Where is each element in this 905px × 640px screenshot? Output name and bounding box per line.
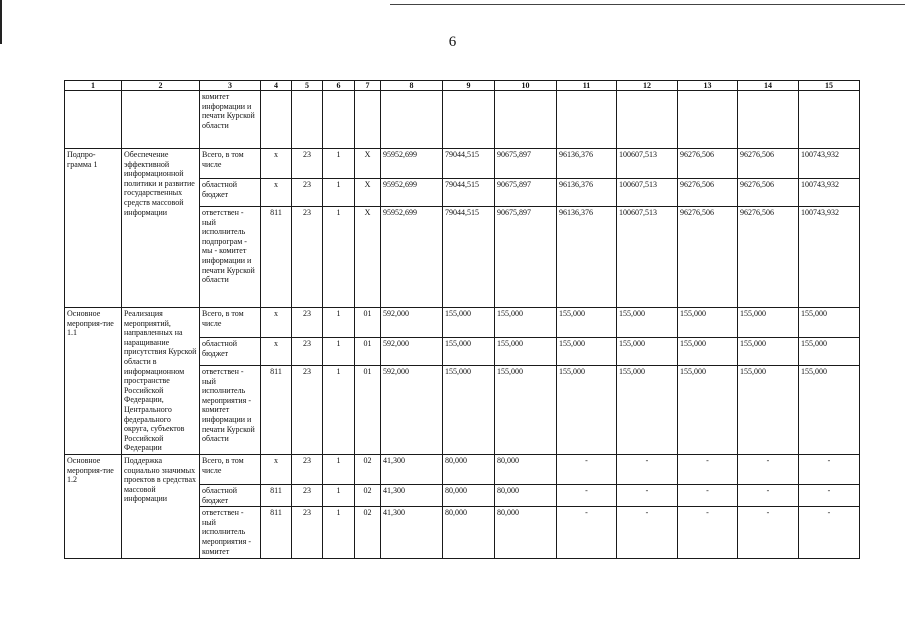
table-cell bbox=[443, 91, 495, 149]
table-cell: 96136,376 bbox=[557, 149, 617, 179]
table-cell bbox=[678, 91, 738, 149]
table-cell: 23 bbox=[292, 507, 323, 559]
table-cell: ответствен - ный исполнитель мероприятия - комитет информации и печати Курской области bbox=[200, 366, 261, 455]
page-number: 6 bbox=[448, 34, 457, 50]
table-cell bbox=[65, 91, 122, 149]
table-cell: 1 bbox=[323, 366, 355, 455]
table-cell: 155,000 bbox=[799, 366, 860, 455]
table-cell: 01 bbox=[355, 366, 381, 455]
table-cell: х bbox=[261, 179, 292, 207]
program-name-cell: Реализация мероприятий, направленных на наращивание присутствия Курской области в информационном пространстве Российской Федерации, Центрального федерального округа, субъектов Российской Федерации bbox=[122, 308, 200, 455]
table-cell: 155,000 bbox=[557, 308, 617, 338]
table-cell: 79044,515 bbox=[443, 149, 495, 179]
table-cell: - bbox=[617, 455, 678, 485]
table-cell: 155,000 bbox=[495, 308, 557, 338]
table-row bbox=[65, 455, 860, 485]
column-header-9: 9 bbox=[443, 81, 495, 91]
table-cell: - bbox=[617, 507, 678, 559]
table-cell: 155,000 bbox=[738, 308, 799, 338]
budget-table bbox=[64, 80, 860, 559]
table-cell: 1 bbox=[323, 308, 355, 338]
table-cell: 90675,897 bbox=[495, 149, 557, 179]
column-header-6: 6 bbox=[323, 81, 355, 91]
table-cell: - bbox=[738, 455, 799, 485]
table-cell: 100743,932 bbox=[799, 207, 860, 308]
table-cell bbox=[738, 91, 799, 149]
column-header-14: 14 bbox=[738, 81, 799, 91]
table-cell bbox=[381, 91, 443, 149]
column-header-11: 11 bbox=[557, 81, 617, 91]
table-cell: 1 bbox=[323, 338, 355, 366]
table-cell: - bbox=[557, 507, 617, 559]
header-row bbox=[65, 81, 860, 91]
top-scan-rule bbox=[390, 4, 905, 5]
table-cell: 80,000 bbox=[443, 455, 495, 485]
table-cell: 23 bbox=[292, 485, 323, 507]
table-cell: 23 bbox=[292, 366, 323, 455]
table-cell: - bbox=[738, 485, 799, 507]
table-cell: Х bbox=[355, 179, 381, 207]
table-cell: 79044,515 bbox=[443, 207, 495, 308]
table-cell: ответствен - ный исполнитель подпрограм - мы - комитет информации и печати Курской области bbox=[200, 207, 261, 308]
table-cell: 02 bbox=[355, 485, 381, 507]
column-header-10: 10 bbox=[495, 81, 557, 91]
table-cell: 80,000 bbox=[443, 485, 495, 507]
table-cell: - bbox=[738, 507, 799, 559]
table-cell: областной бюджет bbox=[200, 179, 261, 207]
column-header-5: 5 bbox=[292, 81, 323, 91]
table-cell: 592,000 bbox=[381, 366, 443, 455]
table-cell: - bbox=[617, 485, 678, 507]
table-cell: 155,000 bbox=[678, 338, 738, 366]
table-cell bbox=[323, 91, 355, 149]
table-cell: - bbox=[678, 507, 738, 559]
table-cell: 155,000 bbox=[799, 338, 860, 366]
table-cell: х bbox=[261, 149, 292, 179]
table-cell: 80,000 bbox=[495, 485, 557, 507]
table-cell: 96276,506 bbox=[738, 149, 799, 179]
table-cell: 96136,376 bbox=[557, 179, 617, 207]
column-header-12: 12 bbox=[617, 81, 678, 91]
table-cell: - bbox=[799, 507, 860, 559]
table-cell: 23 bbox=[292, 338, 323, 366]
table-cell: 80,000 bbox=[495, 455, 557, 485]
table-cell bbox=[557, 91, 617, 149]
table-cell: Всего, в том числе bbox=[200, 149, 261, 179]
table-cell: Всего, в том числе bbox=[200, 308, 261, 338]
table-cell: ответствен - ный исполнитель мероприятия - комитет bbox=[200, 507, 261, 559]
program-code-cell: Основное мероприя-тие 1.1 bbox=[65, 308, 122, 455]
table-row bbox=[65, 308, 860, 338]
column-header-1: 1 bbox=[65, 81, 122, 91]
table-cell: 96276,506 bbox=[678, 207, 738, 308]
table-cell: 100743,932 bbox=[799, 149, 860, 179]
table-cell: 100607,513 bbox=[617, 207, 678, 308]
table-cell: 155,000 bbox=[617, 366, 678, 455]
table-cell: - bbox=[678, 455, 738, 485]
table-cell: 155,000 bbox=[617, 308, 678, 338]
table-cell: 41,300 bbox=[381, 485, 443, 507]
table-cell: 155,000 bbox=[738, 366, 799, 455]
program-code-cell: Основное мероприя-тие 1.2 bbox=[65, 455, 122, 559]
table-cell: - bbox=[799, 455, 860, 485]
table-cell: 90675,897 bbox=[495, 179, 557, 207]
continuation-row bbox=[65, 91, 860, 149]
table-cell bbox=[261, 91, 292, 149]
table-cell: 155,000 bbox=[678, 366, 738, 455]
table-cell: 592,000 bbox=[381, 308, 443, 338]
table-cell: 41,300 bbox=[381, 455, 443, 485]
table-cell: 96276,506 bbox=[678, 179, 738, 207]
table-cell: 80,000 bbox=[443, 507, 495, 559]
table-cell bbox=[617, 91, 678, 149]
table-cell bbox=[122, 91, 200, 149]
table-cell: 155,000 bbox=[738, 338, 799, 366]
table-cell: - bbox=[678, 485, 738, 507]
table-cell: 155,000 bbox=[495, 366, 557, 455]
table-cell: 1 bbox=[323, 207, 355, 308]
table-cell: 80,000 bbox=[495, 507, 557, 559]
table-cell: 155,000 bbox=[495, 338, 557, 366]
table-cell: 23 bbox=[292, 308, 323, 338]
table-cell: 23 bbox=[292, 179, 323, 207]
column-header-15: 15 bbox=[799, 81, 860, 91]
program-code-cell: Подпро-грамма 1 bbox=[65, 149, 122, 308]
table-cell: комитет информации и печати Курской области bbox=[200, 91, 261, 149]
table-cell: областной бюджет bbox=[200, 338, 261, 366]
table-cell: 155,000 bbox=[799, 308, 860, 338]
table-cell: 90675,897 bbox=[495, 207, 557, 308]
column-header-2: 2 bbox=[122, 81, 200, 91]
table-cell bbox=[355, 91, 381, 149]
column-header-3: 3 bbox=[200, 81, 261, 91]
table-cell: х bbox=[261, 338, 292, 366]
table-cell: 95952,699 bbox=[381, 149, 443, 179]
table-cell: областной бюджет bbox=[200, 485, 261, 507]
table-cell bbox=[799, 91, 860, 149]
table-cell: 100607,513 bbox=[617, 179, 678, 207]
table-cell: 155,000 bbox=[678, 308, 738, 338]
table-cell: х bbox=[261, 455, 292, 485]
table-cell: 1 bbox=[323, 507, 355, 559]
table-cell: - bbox=[557, 485, 617, 507]
table-cell bbox=[292, 91, 323, 149]
table-cell: 100607,513 bbox=[617, 149, 678, 179]
column-header-8: 8 bbox=[381, 81, 443, 91]
column-header-13: 13 bbox=[678, 81, 738, 91]
table-cell: 1 bbox=[323, 455, 355, 485]
program-name-cell: Обеспечение эффективной информационной политики и развитие государственных средств массовой информации bbox=[122, 149, 200, 308]
table-cell: 1 bbox=[323, 149, 355, 179]
table-cell: Х bbox=[355, 149, 381, 179]
table-cell: 811 bbox=[261, 207, 292, 308]
table-cell: 811 bbox=[261, 366, 292, 455]
column-header-7: 7 bbox=[355, 81, 381, 91]
column-header-4: 4 bbox=[261, 81, 292, 91]
table-cell: 592,000 bbox=[381, 338, 443, 366]
table-cell: 155,000 bbox=[443, 366, 495, 455]
table-cell: - bbox=[557, 455, 617, 485]
table-cell: 1 bbox=[323, 179, 355, 207]
table-cell: 95952,699 bbox=[381, 207, 443, 308]
table-cell: 155,000 bbox=[443, 338, 495, 366]
table-cell: 1 bbox=[323, 485, 355, 507]
table-cell: 23 bbox=[292, 149, 323, 179]
table-cell: 96136,376 bbox=[557, 207, 617, 308]
table-cell: Х bbox=[355, 207, 381, 308]
table-cell: 95952,699 bbox=[381, 179, 443, 207]
table-cell: 02 bbox=[355, 507, 381, 559]
table-cell: 01 bbox=[355, 308, 381, 338]
table-cell: 96276,506 bbox=[738, 207, 799, 308]
table-cell bbox=[495, 91, 557, 149]
table-cell: 155,000 bbox=[617, 338, 678, 366]
table-row bbox=[65, 149, 860, 179]
program-name-cell: Поддержка социально значимых проектов в средствах массовой информации bbox=[122, 455, 200, 559]
table-cell: 96276,506 bbox=[738, 179, 799, 207]
table-cell: 155,000 bbox=[443, 308, 495, 338]
table-cell: 155,000 bbox=[557, 366, 617, 455]
table-cell: 41,300 bbox=[381, 507, 443, 559]
table-cell: 02 bbox=[355, 455, 381, 485]
table-cell: 811 bbox=[261, 507, 292, 559]
table-cell: - bbox=[799, 485, 860, 507]
table-cell: 155,000 bbox=[557, 338, 617, 366]
table-cell: 96276,506 bbox=[678, 149, 738, 179]
table-cell: 23 bbox=[292, 455, 323, 485]
table-cell: 100743,932 bbox=[799, 179, 860, 207]
table-cell: 01 bbox=[355, 338, 381, 366]
table-cell: х bbox=[261, 308, 292, 338]
table-cell: 23 bbox=[292, 207, 323, 308]
table-cell: 79044,515 bbox=[443, 179, 495, 207]
table-cell: 811 bbox=[261, 485, 292, 507]
table-cell: Всего, в том числе bbox=[200, 455, 261, 485]
